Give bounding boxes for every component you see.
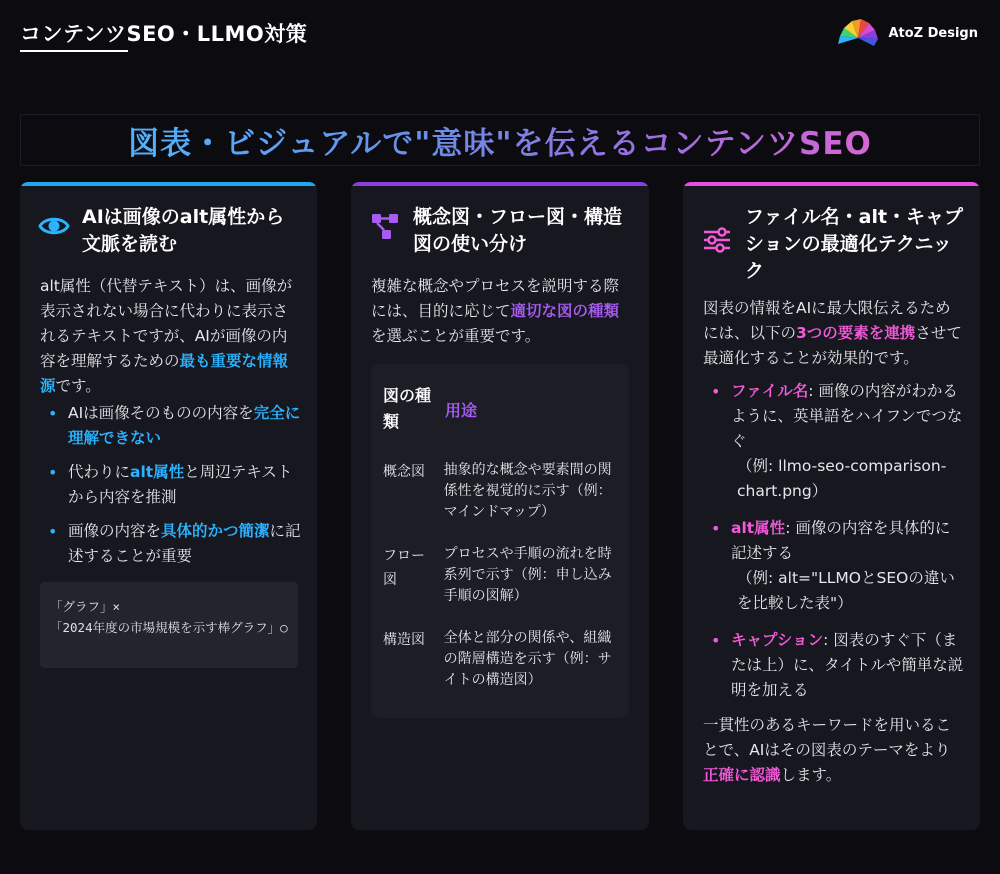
bullet-list	[40, 401, 302, 569]
intro-highlight: 最も重要な情報源	[40, 352, 289, 395]
card-outro	[703, 713, 965, 788]
card-optimization	[683, 182, 980, 830]
sliders-icon	[701, 224, 733, 256]
card-diagram-types	[351, 182, 649, 830]
bad-example: 「グラフ」×	[50, 599, 121, 614]
list-item: • alt属性: 画像の内容を具体的に記述する （例: alt="LLMOとSEOの違いを比較した表"）	[703, 516, 965, 616]
alt-example-box	[40, 582, 298, 668]
card-title: ファイル名・alt・キャプションの最適化テクニック	[745, 206, 964, 282]
list-item: • 画像の内容を具体的かつ簡潔に記述することが重要	[40, 519, 302, 569]
table-row	[383, 544, 617, 607]
list-item: • AIは画像そのものの内容を完全に理解できない	[40, 401, 302, 451]
intro-text: 図表の情報をAIに最大限伝えるためには、以下の	[703, 299, 951, 342]
card-intro	[371, 274, 633, 349]
card-header	[369, 204, 633, 258]
section-title-underline	[20, 50, 128, 52]
card-accent-bar	[351, 182, 649, 186]
intro-text: alt属性（代替テキスト）は、画像が表示されない場合に代わりに表示されるテキストですが、AIが画像の内容を理解するための	[40, 277, 293, 370]
table-row	[383, 460, 617, 523]
intro-text-end: させて最適化することが効果的です。	[703, 324, 962, 367]
card-body	[371, 274, 633, 349]
section-title: コンテンツSEO・LLMO対策	[20, 22, 308, 46]
outro-text: 一貫性のあるキーワードを用いることで、AIはその図表のテーマをより	[703, 716, 952, 759]
cell-type: 概念図	[383, 464, 425, 480]
table-row	[383, 628, 617, 691]
outro-text-end: します。	[780, 766, 842, 784]
bullet-list	[703, 379, 965, 703]
flow-diagram-icon	[369, 210, 401, 242]
headline: 図表・ビジュアルで"意味"を伝えるコンテンツSEO	[128, 118, 872, 163]
cell-type: 構造図	[383, 632, 425, 648]
intro-text: 複雑な概念やプロセスを説明する際には、目的に応じて	[371, 277, 620, 320]
card-accent-bar	[20, 182, 317, 186]
intro-highlight: 適切な図の種類	[510, 302, 620, 320]
column-header-type: 図の種類	[383, 386, 432, 431]
eye-icon	[38, 210, 70, 242]
card-accent-bar	[683, 182, 980, 186]
top-bar	[0, 0, 1000, 70]
card-header	[38, 204, 301, 258]
list-item: • 代わりにalt属性と周辺テキストから内容を推測	[40, 460, 302, 510]
card-body	[703, 296, 965, 788]
card-title: AIは画像のalt属性から文脈を読む	[82, 206, 285, 255]
cell-type: フロー図	[383, 548, 425, 588]
brand-logo-icon	[836, 16, 880, 50]
cell-use: プロセスや手順の流れを時系列で示す（例：申し込み手順の図解）	[443, 546, 612, 604]
cell-use: 抽象的な概念や要素間の関係性を視覚的に示す（例：マインドマップ）	[443, 462, 612, 520]
list-item: • キャプション: 図表のすぐ下（または上）に、タイトルや簡単な説明を加える	[703, 628, 965, 703]
card-alt-attribute	[20, 182, 317, 830]
brand[interactable]	[836, 16, 978, 50]
intro-text-end: です。	[55, 377, 101, 395]
card-header	[701, 204, 964, 285]
card-intro	[703, 296, 965, 371]
list-item: • ファイル名: 画像の内容がわかるように、英単語をハイフンでつなぐ （例: llmo-seo-comparison-chart.png）	[703, 379, 965, 504]
brand-name: AtoZ Design	[888, 25, 978, 41]
table-header	[383, 378, 617, 440]
diagram-table	[371, 364, 629, 718]
card-title: 概念図・フロー図・構造図の使い分け	[413, 206, 623, 255]
card-intro	[40, 274, 302, 399]
card-body	[40, 274, 302, 578]
intro-text-end: を選ぶことが重要です。	[371, 327, 541, 345]
good-example: 「2024年度の市場規模を示す棒グラフ」○	[50, 620, 288, 635]
intro-highlight: 3つの要素を連携	[796, 324, 916, 342]
outro-highlight: 正確に認識	[703, 766, 781, 784]
headline-box	[20, 114, 980, 166]
column-header-use: 用途	[445, 400, 478, 420]
cell-use: 全体と部分の関係や、組織の階層構造を示す（例：サイトの構造図）	[443, 630, 612, 688]
